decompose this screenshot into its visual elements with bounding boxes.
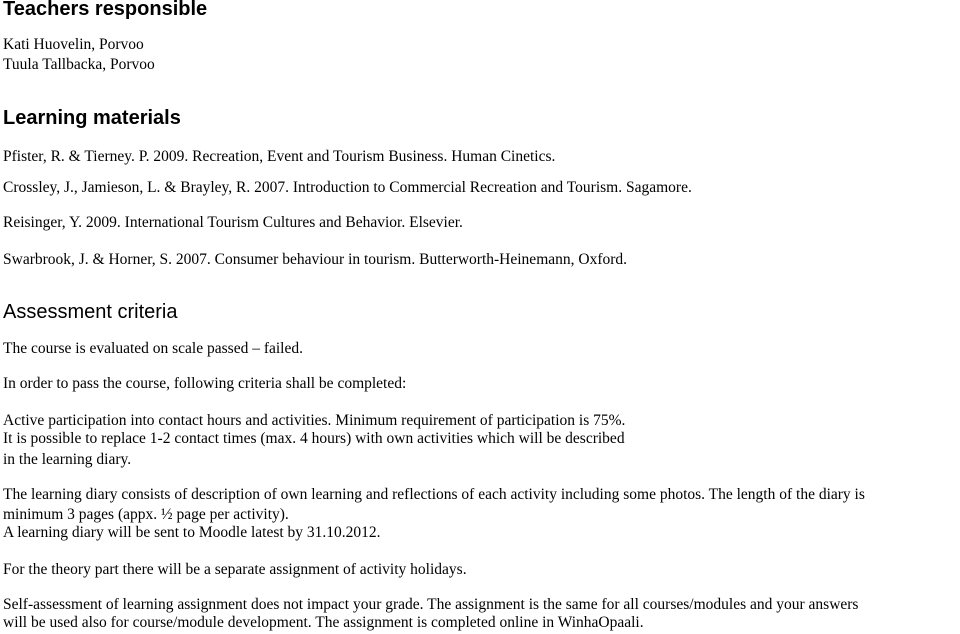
diary-line: The learning diary consists of description of own learning and reflections of each activity including some photos. The length of the diary is xyxy=(3,486,865,503)
material-item: Crossley, J., Jamieson, L. & Brayley, R. 2007. Introduction to Commercial Recreation and Tourism. Sagamore. xyxy=(3,179,692,196)
teacher-name: Kati Huovelin, Porvoo xyxy=(3,36,144,53)
assessment-scale: The course is evaluated on scale passed – failed. xyxy=(3,340,303,357)
assessment-intro: In order to pass the course, following criteria shall be completed: xyxy=(3,375,407,392)
diary-line: minimum 3 pages (appx. ½ page per activity). xyxy=(3,506,289,523)
diary-line: A learning diary will be sent to Moodle latest by 31.10.2012. xyxy=(3,524,381,541)
self-assessment-line: Self-assessment of learning assignment does not impact your grade. The assignment is the same for all courses/modules and your answers xyxy=(3,596,859,613)
material-item: Reisinger, Y. 2009. International Tourism Cultures and Behavior. Elsevier. xyxy=(3,214,463,231)
material-item: Pfister, R. & Tierney. P. 2009. Recreation, Event and Tourism Business. Human Cinetics. xyxy=(3,148,556,165)
assessment-heading: Assessment criteria xyxy=(3,301,178,323)
participation-line: It is possible to replace 1-2 contact times (max. 4 hours) with own activities which will be described xyxy=(3,430,625,447)
teacher-name: Tuula Tallbacka, Porvoo xyxy=(3,56,155,73)
material-item: Swarbrook, J. & Horner, S. 2007. Consumer behaviour in tourism. Butterworth-Heinemann, Oxford. xyxy=(3,251,628,268)
self-assessment-line: will be used also for course/module development. The assignment is completed online in WinhaOpaali. xyxy=(3,614,644,631)
participation-line: Active participation into contact hours and activities. Minimum requirement of participation is 75%. xyxy=(3,412,626,429)
participation-line: in the learning diary. xyxy=(3,451,132,468)
theory-note: For the theory part there will be a separate assignment of activity holidays. xyxy=(3,561,467,578)
teachers-heading: Teachers responsible xyxy=(3,0,208,20)
learning-materials-heading: Learning materials xyxy=(3,107,181,129)
